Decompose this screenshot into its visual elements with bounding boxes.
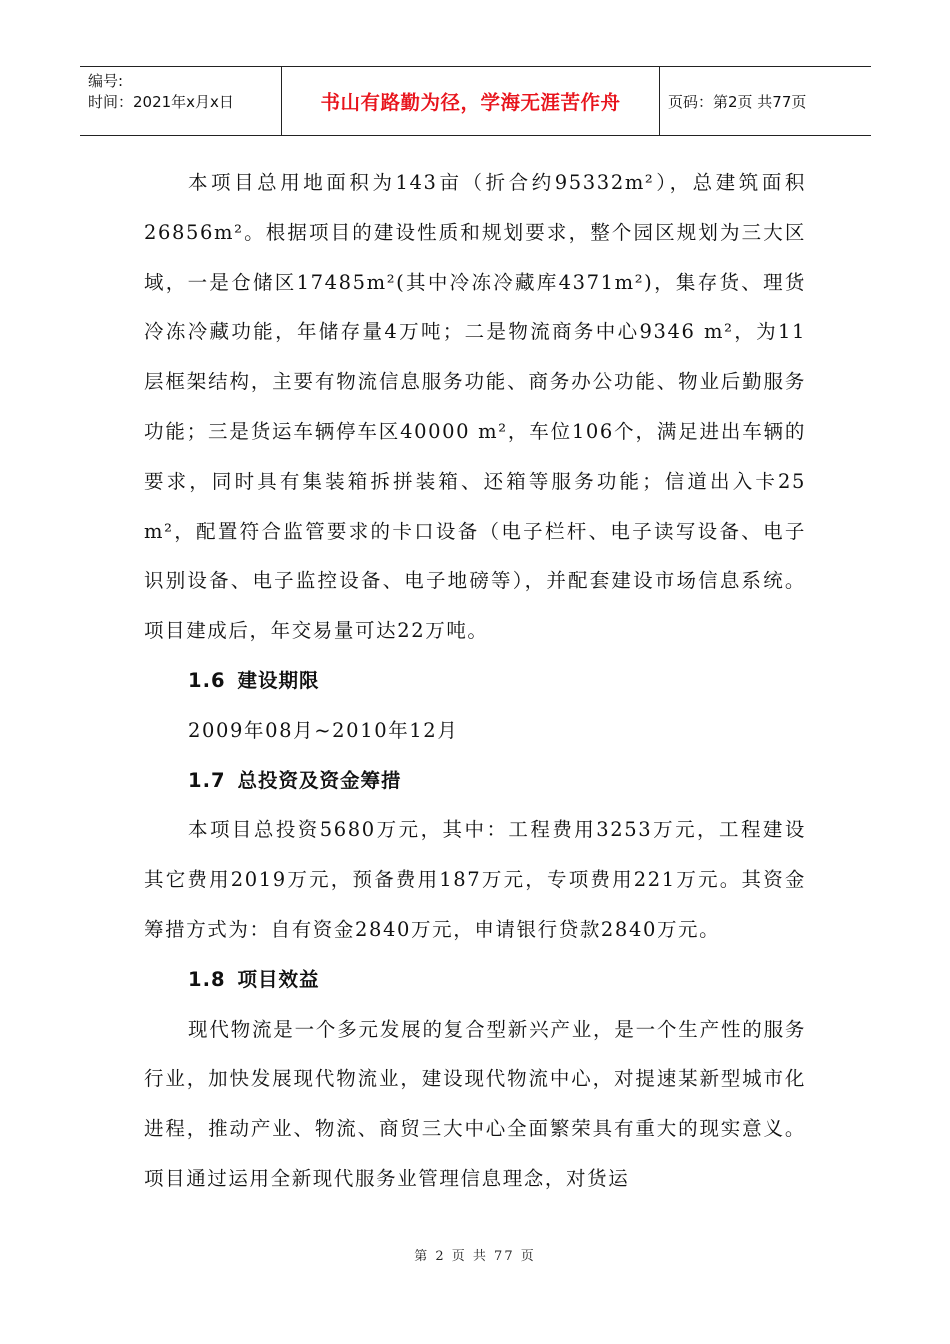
motto-text: 书山有路勤为径，学海无涯苦作舟 (320, 91, 621, 114)
document-header (80, 66, 871, 136)
section-heading-1-8 (144, 955, 806, 1005)
number-label: 编号: (88, 72, 124, 90)
section-number: 1.7 (188, 768, 226, 792)
section-number: 1.6 (188, 668, 226, 692)
header-motto-cell (282, 67, 660, 135)
section-title: 项目效益 (237, 967, 320, 991)
document-body (144, 158, 806, 1204)
time-label: 时间：2021年x月x日 (88, 93, 234, 111)
header-page-cell (660, 67, 871, 135)
paragraph-investment: 本项目总投资5680万元，其中：工程费用3253万元，工程建设其它费用2019万元，预备费用187万元，专项费用221万元。其资金筹措方式为：自有资金2840万元，申请银行贷款2840万元。 (144, 818, 806, 941)
construction-period: 2009年08月~2010年12月 (188, 718, 459, 742)
footer-page-number: 第 2 页 共 77 页 (414, 1249, 536, 1264)
section-heading-1-6 (144, 656, 806, 706)
paragraph-benefits: 现代物流是一个多元发展的复合型新兴产业，是一个生产性的服务行业，加快发展现代物流业，建设现代物流中心，对提速某新型城市化进程，推动产业、物流、商贸三大中心全面繁荣具有重大的现实意义。项目通过运用全新现代服务业管理信息理念，对货运 (144, 1017, 806, 1190)
section-title: 总投资及资金筹措 (237, 768, 402, 792)
header-meta-cell (80, 67, 282, 135)
section-heading-1-7 (144, 756, 806, 806)
section-title: 建设期限 (237, 668, 320, 692)
page-footer (0, 1245, 950, 1264)
paragraph-site-overview: 本项目总用地面积为143亩（折合约95332m²），总建筑面积26856m²。根据项目的建设性质和规划要求，整个园区规划为三大区域，一是仓储区17485m²(其中冷冻冷藏库4371m²)，集存货、理货冷冻冷藏功能，年储存量4万吨；二是物流商务中心9346 m²，为11层框架结构，主要有物流信息服务功能、商务办公功能、物业后勤服务功能；三是货运车辆停车区40000 m²，车位106个，满足进出车辆的要求，同时具有集装箱拆拼装箱、还箱等服务功能；信道出入卡25 m²，配置符合监管要求的卡口设备（电子栏杆、电子读写设备、电子识别设备、电子监控设备、电子地磅等），并配套建设市场信息系统。项目建成后，年交易量可达22万吨。 (144, 171, 806, 643)
section-number: 1.8 (188, 967, 226, 991)
header-page-info: 页码：第2页 共77页 (668, 92, 807, 111)
